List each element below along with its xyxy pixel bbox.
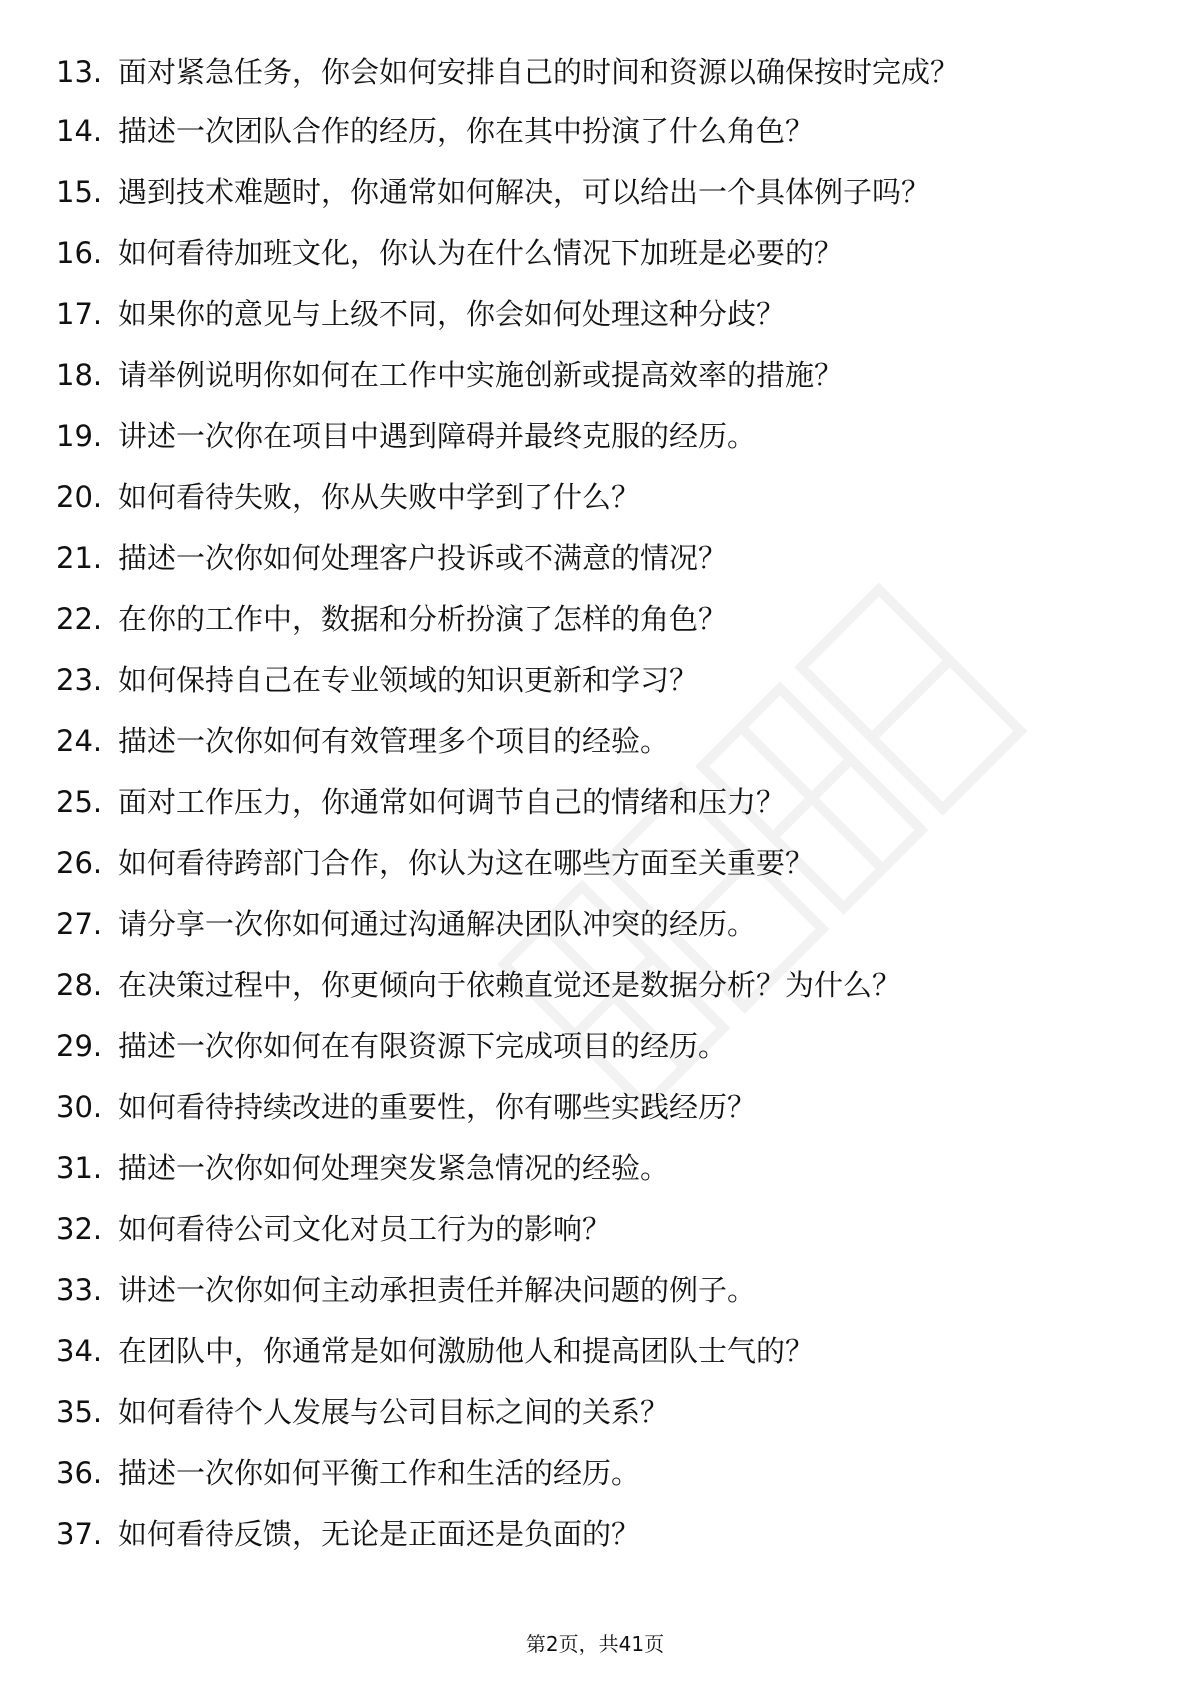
- question-item: [56, 1148, 1146, 1189]
- question-number: 28.: [56, 968, 103, 1002]
- question-text: 如何看待跨部门合作，你认为这在哪些方面至关重要？: [118, 846, 815, 880]
- question-number: 33.: [56, 1273, 103, 1307]
- question-text: 在团队中，你通常是如何激励他人和提高团队士气的？: [118, 1334, 815, 1368]
- question-list: [56, 52, 1146, 1575]
- question-text: 讲述一次你在项目中遇到障碍并最终克服的经历。: [118, 419, 757, 453]
- question-item: [56, 1026, 1146, 1067]
- question-number: 30.: [56, 1090, 103, 1124]
- question-item: [56, 1514, 1146, 1555]
- question-item: [56, 477, 1146, 518]
- question-number: 27.: [56, 907, 103, 941]
- question-item: [56, 1392, 1146, 1433]
- question-item: [56, 965, 1146, 1006]
- question-number: 20.: [56, 480, 103, 514]
- page-number-label: 第2页，共41页: [525, 1632, 665, 1656]
- question-item: [56, 416, 1146, 457]
- question-text: 如何看待反馈，无论是正面还是负面的？: [118, 1517, 641, 1551]
- question-item: [56, 1209, 1146, 1250]
- question-text: 面对紧急任务，你会如何安排自己的时间和资源以确保按时完成？: [118, 55, 960, 89]
- question-item: [56, 538, 1146, 579]
- question-text: 描述一次你如何处理突发紧急情况的经验。: [118, 1151, 670, 1185]
- question-item: [56, 111, 1146, 152]
- question-number: 14.: [56, 114, 103, 148]
- question-item: [56, 660, 1146, 701]
- question-text: 描述一次你如何在有限资源下完成项目的经历。: [118, 1029, 728, 1063]
- question-number: 18.: [56, 358, 103, 392]
- question-text: 描述一次你如何平衡工作和生活的经历。: [118, 1456, 641, 1490]
- question-number: 26.: [56, 846, 103, 880]
- question-text: 如何看待公司文化对员工行为的影响？: [118, 1212, 612, 1246]
- question-text: 描述一次你如何有效管理多个项目的经验。: [118, 724, 670, 758]
- question-number: 13.: [56, 55, 103, 89]
- question-number: 15.: [56, 175, 103, 209]
- question-text: 如果你的意见与上级不同，你会如何处理这种分歧？: [118, 297, 786, 331]
- question-number: 24.: [56, 724, 103, 758]
- question-text: 如何保持自己在专业领域的知识更新和学习？: [118, 663, 699, 697]
- question-number: 36.: [56, 1456, 103, 1490]
- question-item: [56, 843, 1146, 884]
- question-text: 描述一次你如何处理客户投诉或不满意的情况？: [118, 541, 728, 575]
- question-number: 31.: [56, 1151, 103, 1185]
- question-text: 在你的工作中，数据和分析扮演了怎样的角色？: [118, 602, 728, 636]
- question-number: 25.: [56, 785, 103, 819]
- question-item: [56, 782, 1146, 823]
- question-number: 35.: [56, 1395, 103, 1429]
- question-text: 遇到技术难题时，你通常如何解决，可以给出一个具体例子吗？: [118, 175, 931, 209]
- question-text: 描述一次团队合作的经历，你在其中扮演了什么角色？: [118, 114, 815, 148]
- question-text: 如何看待持续改进的重要性，你有哪些实践经历？: [118, 1090, 757, 1124]
- question-number: 37.: [56, 1517, 103, 1551]
- question-item: [56, 1453, 1146, 1494]
- question-text: 讲述一次你如何主动承担责任并解决问题的例子。: [118, 1273, 757, 1307]
- question-number: 32.: [56, 1212, 103, 1246]
- question-item: [56, 52, 1146, 93]
- question-item: [56, 355, 1146, 396]
- page-footer: [0, 1630, 1190, 1658]
- question-text: 请举例说明你如何在工作中实施创新或提高效率的措施？: [118, 358, 844, 392]
- question-item: [56, 721, 1146, 762]
- question-number: 21.: [56, 541, 103, 575]
- question-text: 如何看待加班文化，你认为在什么情况下加班是必要的？: [118, 236, 844, 270]
- question-item: [56, 904, 1146, 945]
- question-number: 17.: [56, 297, 103, 331]
- question-item: [56, 172, 1146, 213]
- question-number: 22.: [56, 602, 103, 636]
- question-text: 面对工作压力，你通常如何调节自己的情绪和压力？: [118, 785, 786, 819]
- question-item: [56, 1087, 1146, 1128]
- question-number: 23.: [56, 663, 103, 697]
- question-text: 如何看待个人发展与公司目标之间的关系？: [118, 1395, 670, 1429]
- question-item: [56, 1270, 1146, 1311]
- question-text: 在决策过程中，你更倾向于依赖直觉还是数据分析？为什么？: [118, 968, 902, 1002]
- question-item: [56, 294, 1146, 335]
- question-text: 请分享一次你如何通过沟通解决团队冲突的经历。: [118, 907, 757, 941]
- question-item: [56, 1331, 1146, 1372]
- question-number: 16.: [56, 236, 103, 270]
- question-item: [56, 233, 1146, 274]
- question-number: 29.: [56, 1029, 103, 1063]
- question-text: 如何看待失败，你从失败中学到了什么？: [118, 480, 641, 514]
- question-item: [56, 599, 1146, 640]
- question-number: 34.: [56, 1334, 103, 1368]
- question-number: 19.: [56, 419, 103, 453]
